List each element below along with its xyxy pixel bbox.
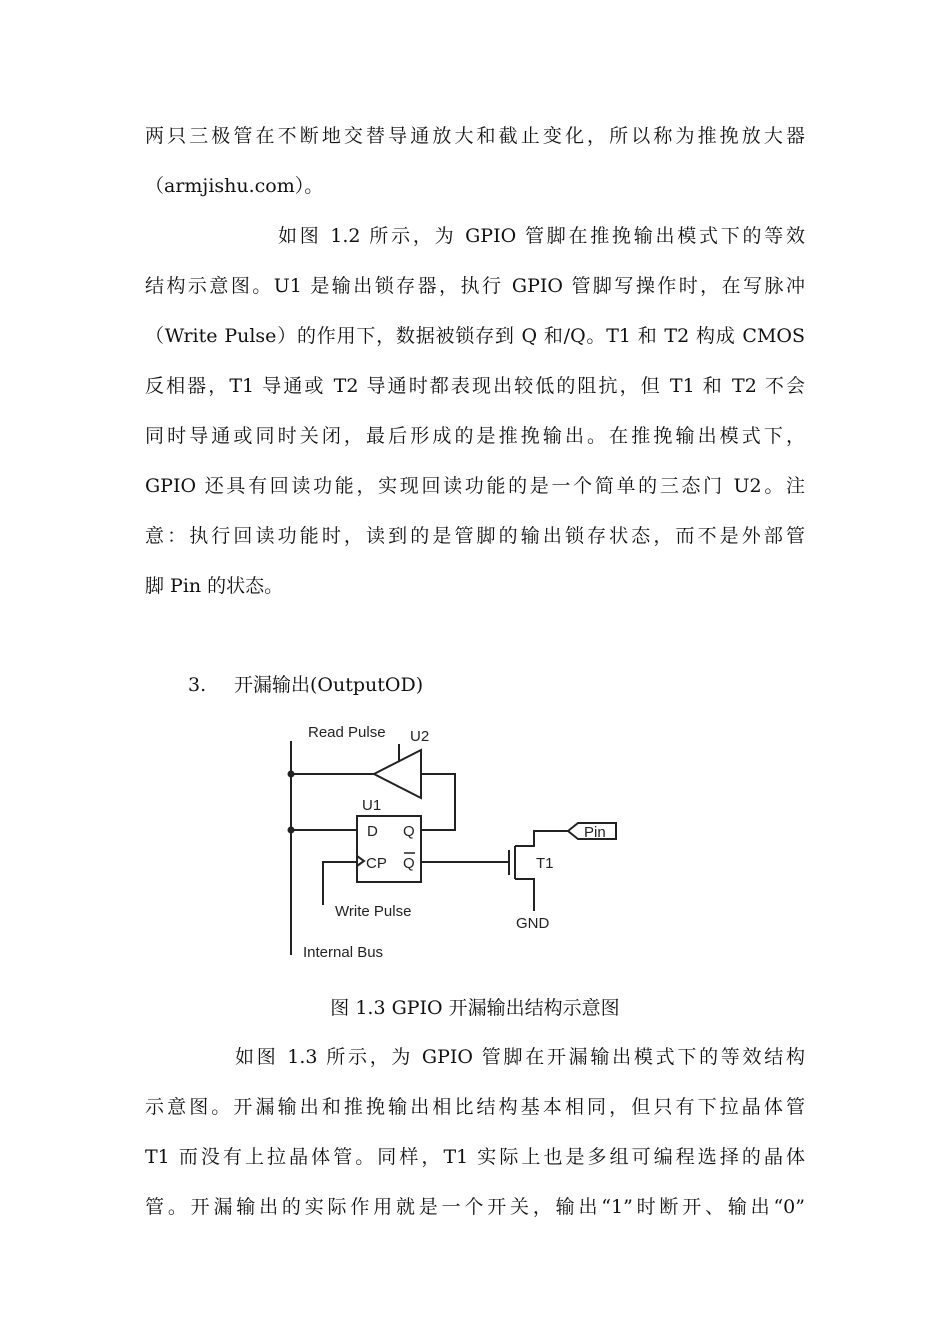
u1-label: U1 [362, 797, 382, 814]
cp-label: CP [366, 855, 387, 872]
text-line: 示意图。开漏输出和推挽输出相比结构基本相同，但只有下拉晶体管 [145, 1096, 805, 1118]
text-line: 如图 1.2 所示，为 GPIO 管脚在推挽输出模式下的等效 [278, 225, 805, 247]
q-feedback-wire [421, 774, 455, 830]
text-line: 脚 Pin 的状态。 [145, 575, 284, 597]
text-line: T1 而没有上拉晶体管。同样，T1 实际上也是多组可编程选择的晶体 [145, 1146, 805, 1168]
text-line: 两只三极管在不断地交替导通放大和截止变化，所以称为推挽放大器 [145, 125, 805, 147]
d-label: D [367, 823, 378, 840]
text-line: 意：执行回读功能时，读到的是管脚的输出锁存状态，而不是外部管 [145, 525, 805, 547]
text-line: （armjishu.com）。 [145, 175, 324, 197]
q-bar-label: Q [403, 855, 415, 872]
pin-label: Pin [584, 824, 606, 841]
section-number: 3. [188, 674, 207, 696]
tri-state-buffer-u2 [374, 750, 421, 798]
write-pulse-label: Write Pulse [335, 903, 412, 920]
t1-label: T1 [536, 855, 554, 872]
junction-dot [288, 827, 295, 834]
internal-bus-label: Internal Bus [303, 944, 384, 961]
text-line: （Write Pulse）的作用下，数据被锁存到 Q 和/Q。T1 和 T2 构成 CMOS [145, 325, 805, 347]
write-pulse-wire [323, 862, 357, 905]
t1-source-wire [515, 879, 534, 911]
text-line: 结构示意图。U1 是输出锁存器，执行 GPIO 管脚写操作时，在写脉冲 [145, 275, 805, 297]
section-title: 开漏输出(OutputOD) [234, 674, 424, 696]
clock-indicator [357, 856, 364, 866]
junction-dot [288, 771, 295, 778]
text-line: 反相器，T1 导通或 T2 导通时都表现出较低的阻抗，但 T1 和 T2 不会 [145, 375, 805, 397]
t1-drain-wire [515, 831, 568, 846]
figure-caption: 图 1.3 GPIO 开漏输出结构示意图 [330, 997, 620, 1019]
u2-label: U2 [410, 728, 430, 745]
gnd-label: GND [516, 915, 550, 932]
text-line: 同时导通或同时关闭，最后形成的是推挽输出。在推挽输出模式下， [145, 425, 805, 447]
text-line: 如图 1.3 所示，为 GPIO 管脚在开漏输出模式下的等效结构 [235, 1046, 805, 1068]
text-line: 管。开漏输出的实际作用就是一个开关，输出“1”时断开、输出“0” [145, 1196, 805, 1218]
q-label: Q [403, 823, 415, 840]
read-pulse-label: Read Pulse [308, 724, 386, 741]
text-line: GPIO 还具有回读功能，实现回读功能的是一个简单的三态门 U2。注 [145, 475, 805, 497]
